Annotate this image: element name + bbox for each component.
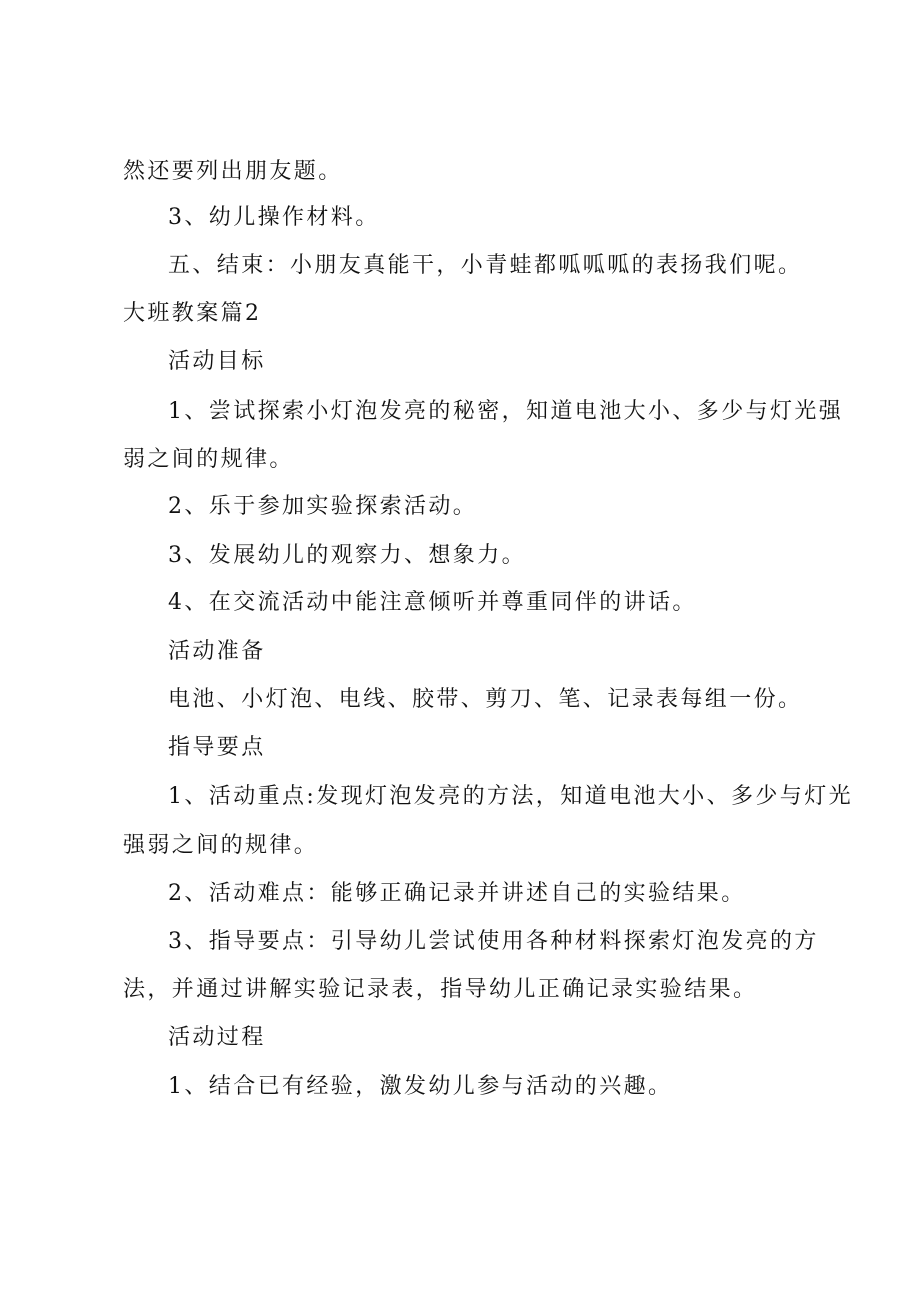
section-heading: 五、结束：小朋友真能干，小青蛙都呱呱呱的表扬我们呢。 [168,253,803,278]
section-heading: 活动准备 [168,639,266,664]
chapter-title: 大班教案篇2 [123,301,262,326]
section-heading: 指导要点 [168,735,266,760]
list-item: 1、活动重点:发现灯泡发亮的方法，知道电池大小、多少与灯光 [168,784,854,809]
text-line: 法，并通过讲解实验记录表，指导幼儿正确记录实验结果。 [123,977,758,1002]
list-item: 2、乐于参加实验探索活动。 [168,494,478,519]
section-heading: 活动目标 [168,349,266,374]
list-item: 1、结合已有经验，激发幼儿参与活动的兴趣。 [168,1074,673,1099]
list-item: 1、尝试探索小灯泡发亮的秘密，知道电池大小、多少与灯光强 [168,399,844,424]
text-line: 强弱之间的规律。 [123,833,319,858]
list-item: 3、指导要点：引导幼儿尝试使用各种材料探索灯泡发亮的方 [168,929,819,954]
section-heading: 活动过程 [168,1025,266,1050]
list-item: 3、发展幼儿的观察力、想象力。 [168,543,526,568]
text-line: 然还要列出朋友题。 [123,159,343,184]
list-item: 3、幼儿操作材料。 [168,205,380,230]
list-item: 2、活动难点：能够正确记录并讲述自己的实验结果。 [168,881,746,906]
text-line: 弱之间的规律。 [123,447,294,472]
text-line: 电池、小灯泡、电线、胶带、剪刀、笔、记录表每组一份。 [168,687,803,712]
list-item: 4、在交流活动中能注意倾听并尊重同伴的讲话。 [168,590,697,615]
